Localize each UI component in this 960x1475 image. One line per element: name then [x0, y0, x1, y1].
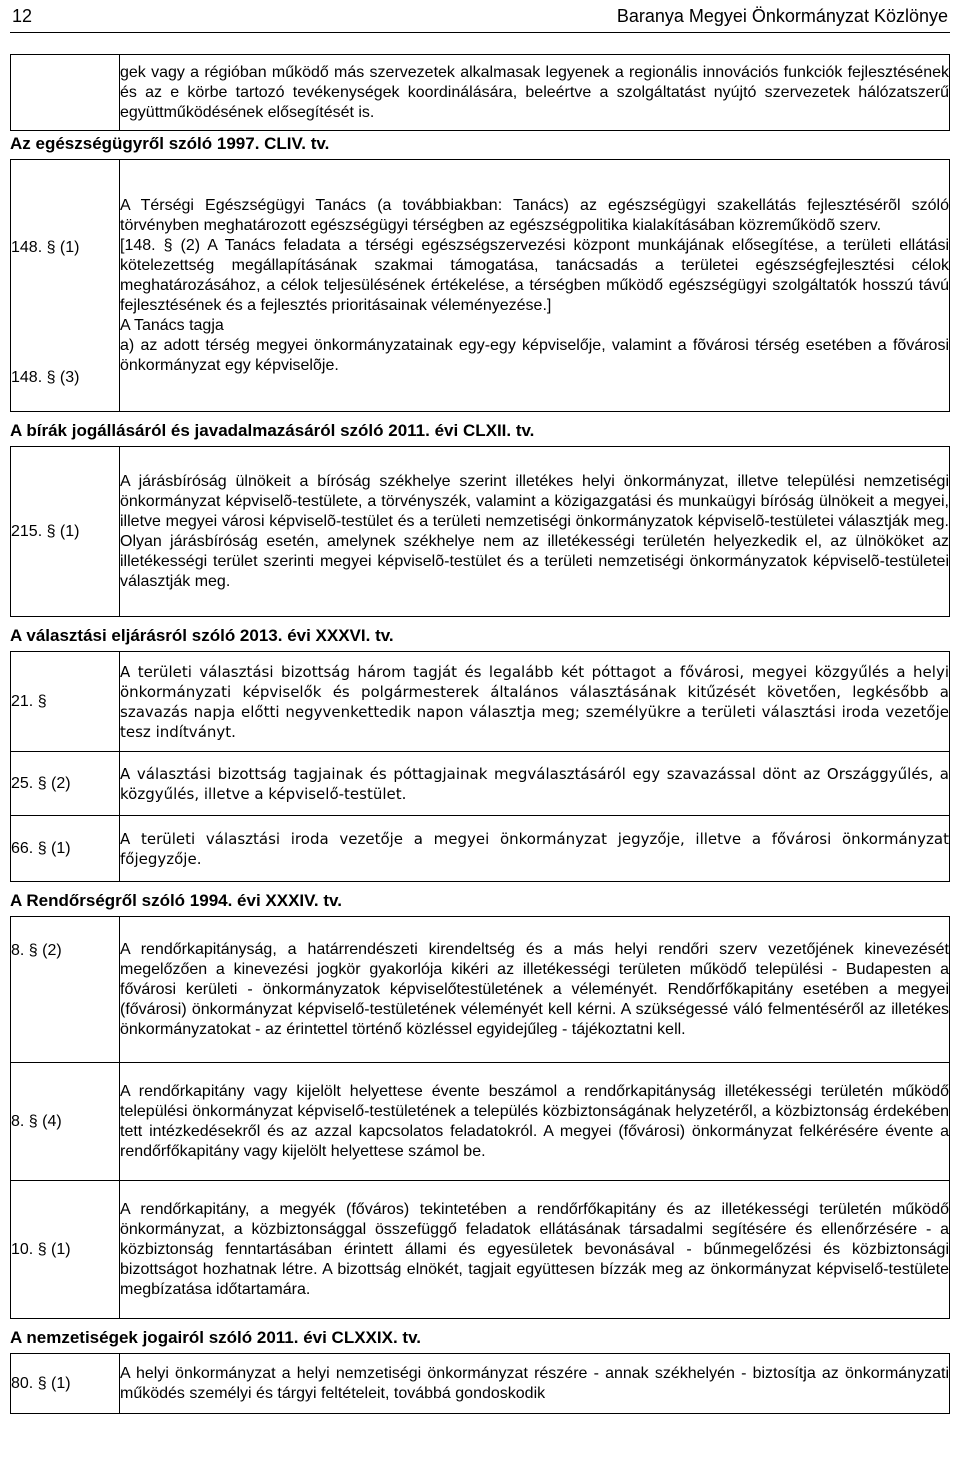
continuation-table: [10, 54, 950, 131]
police-text: A rendőrkapitány vagy kijelölt helyettese évente beszámol a rendőrkapitányság illetékességi területén működő települési önkormányzat képviselő-testületének a település közbiztonságának helyzetéről, a közbiztonság érdekében tett intézkedésekről és az azzal kapcsolatos feladatokról. A megyei (fővárosi) önkormányzat felkérésére évente a rendőrfőkapitány vagy kijelölt helyettese számol be.: [120, 1063, 950, 1181]
section-ref: 8. § (4): [11, 1063, 120, 1181]
section-title-police: A Rendőrségről szóló 1994. évi XXXIV. tv.: [10, 891, 342, 910]
section-ref: 8. § (2): [11, 917, 120, 1063]
section-title-elections: A választási eljárásról szóló 2013. évi XXXVI. tv.: [10, 626, 394, 645]
elections-text: A területi választási iroda vezetője a megyei önkormányzat jegyzője, illetve a fővárosi önkormányzat főjegyzője.: [120, 816, 950, 882]
section-title-health: Az egészségügyről szóló 1997. CLIV. tv.: [10, 134, 330, 153]
section-title-nationalities: A nemzetiségek jogairól szóló 2011. évi CLXXIX. tv.: [10, 1328, 421, 1347]
document-body: [10, 54, 950, 1414]
section-ref: 21. §: [11, 652, 120, 752]
nationalities-law-table: [10, 1353, 950, 1414]
paragraph: A Tanács tagja: [120, 316, 224, 334]
judges-text: A járásbíróság ülnökeit a bíróság székhelye szerint illetékes helyi önkormányzat, illetve települési nemzetiségi önkormányzat képviselõ-testülete, a törvényszék, valamint a közigazgatási és munkaügyi bíróság ülnökeit a megyei, illetve megyei városi képviselõ-testület és a területi nemzetiségi önkormányzatok képviselõ-testületei választják meg. Olyan járásbíróság esetén, amelynek székhelye nem az illetékességi területén helyezkedik el, az ülnököket az illetékességi terület szerinti megyei képviselõ-testület és a területi nemzetiségi önkormányzatok képviselõ-testületei választják meg.: [120, 447, 950, 617]
section-ref: 148. § (3): [11, 369, 80, 386]
section-ref: 10. § (1): [11, 1181, 120, 1319]
section-ref: 215. § (1): [11, 447, 120, 617]
nationalities-text: A helyi önkormányzat a helyi nemzetiségi önkormányzat részére - annak székhelyén - biztosítja az önkormányzati működés személyi és tárgyi feltételeit, továbbá gondoskodik: [120, 1354, 950, 1414]
health-ref-cell: [11, 160, 120, 412]
section-title-judges: A bírák jogállásáról és javadalmazásáról szóló 2011. évi CLXII. tv.: [10, 421, 535, 440]
section-ref: 80. § (1): [11, 1354, 120, 1414]
police-law-table: [10, 916, 950, 1319]
section-ref: 148. § (1): [11, 239, 80, 256]
police-text: A rendőrkapitányság, a határrendészeti kirendeltség és a más helyi rendőri szerv vezetőjének kinevezését megelőzően a kinevezési jogkör gyakorlója kikéri az illetékességi területen működő települési - Budapesten a fővárosi kerületi - önkormányzatok képviselőtestületének a véleményét. Rendőrfőkapitány esetében a megyei (fővárosi) önkormányzat képviselő-testületének véleményét kell kérni. A szükségessé váló felmentéséről az illetékes önkormányzatokat - az érintettel történő közléssel egyidejűleg - tájékoztatni kell.: [120, 917, 950, 1063]
judges-law-table: [10, 446, 950, 617]
continuation-text: gek vagy a régióban működő más szervezetek alkalmasak legyenek a regionális innovációs funkciók fejlesztésének és az e körbe tartozó tevékenységek koordinálására, beleértve a szolgáltatást nyújtó szervezetek hálózatszerű együttműködésének elősegítését is.: [120, 55, 950, 131]
section-ref: 25. § (2): [11, 752, 120, 816]
section-ref: 66. § (1): [11, 816, 120, 882]
page-number: 12: [12, 6, 33, 26]
health-text-cell: [120, 160, 950, 412]
empty-ref-cell: [11, 55, 120, 131]
paragraph: A Térségi Egészségügyi Tanács (a továbbiakban: Tanács) az egészségügyi szakellátás fejlesztésérõl szóló törvényben meghatározott egészségügyi térségben az egészségpolitika kialakításában közreműködõ szerv.: [120, 196, 949, 234]
journal-title: Baranya Megyei Önkormányzat Közlönye: [616, 6, 948, 26]
paragraph: [148. § (2) A Tanács feladata a térségi egészségszervezési központ munkájának elősegítése, a területi ellátási kötelezettség megállapításának szakmai támogatása, tanácsadás a területei egészségfejlesztési célok meghatározásához, a célok teljesülésének értékelése, a térségben működő egészségügyi szolgáltatók hosszú távú fejlesztésének és a fejlesztés prioritásainak véleményezése.]: [120, 236, 949, 314]
elections-text: A területi választási bizottság három tagját és legalább két póttagot a fővárosi, megyei közgyűlés a helyi önkormányzati képviselők és polgármesterek általános választásának kitűzését követően, legkésőbb a szavazás napja előtti negyvenkettedik napon választja meg; személyükre a területi választási iroda vezetője tesz indítványt.: [120, 652, 950, 752]
elections-text: A választási bizottság tagjainak és póttagjainak megválasztásáról egy szavazással dönt az Országgyűlés, a közgyűlés, illetve a képviselő-testület.: [120, 752, 950, 816]
paragraph: a) az adott térség megyei önkormányzatainak egy-egy képviselője, valamint a fõvárosi térség esetében a fõvárosi önkormányzat egy képviselõje.: [120, 336, 949, 374]
page-header: [10, 2, 950, 33]
health-law-table: [10, 159, 950, 412]
elections-law-table: [10, 651, 950, 882]
police-text: A rendőrkapitány, a megyék (főváros) tekintetében a rendőrfőkapitány és az illetékességi területén működő önkormányzat, a közbiztonsággal összefüggő feladatok ellátásának társadalmi segítésére és ellenőrzésére - a közbiztonság fenntartásában érintett állami és egyesületek bevonásával - bűnmegelőzési és közbiztonsági bizottságot hozhatnak létre. A bizottság elnökét, tagjait együttesen bízzák meg az önkormányzat képviselő-testülete megbízatása időtartamára.: [120, 1181, 950, 1319]
